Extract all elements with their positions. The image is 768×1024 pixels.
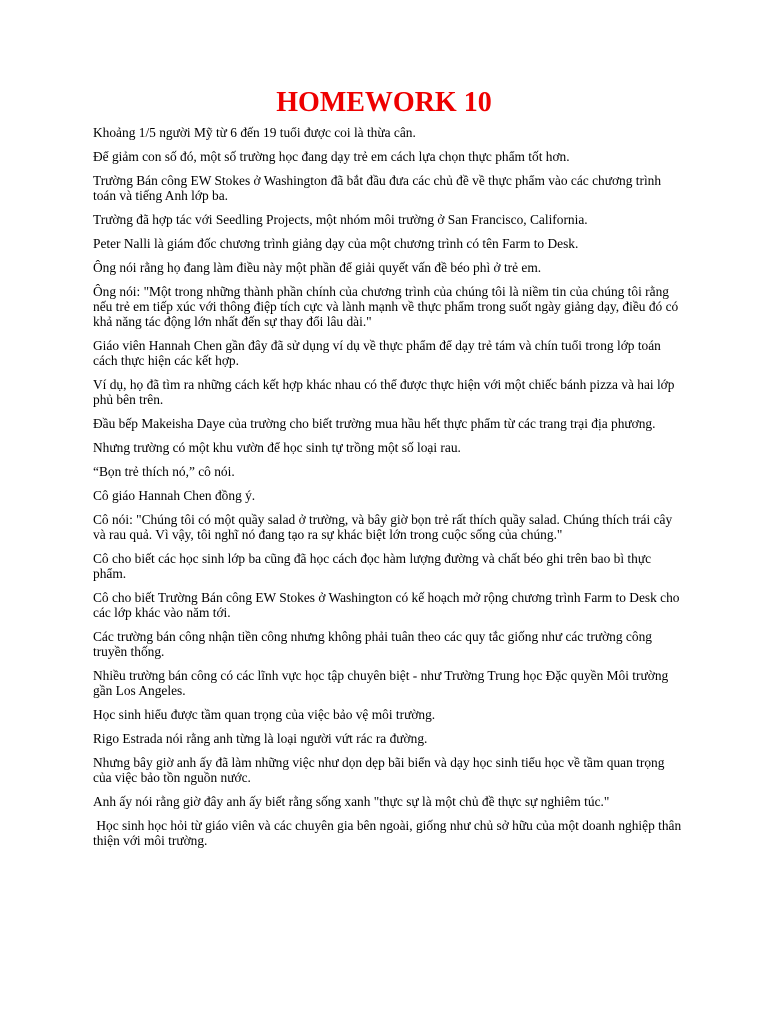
paragraph: Trường Bán công EW Stokes ở Washington đã bắt đầu đưa các chủ đề về thực phẩm vào các chương trình toán và tiếng Anh lớp ba. — [93, 173, 665, 203]
paragraph: Giáo viên Hannah Chen gần đây đã sử dụng ví dụ về thực phẩm để dạy trẻ tám và chín tuổi trong lớp toán cách thực hiện các kết hợp. — [93, 338, 665, 368]
paragraph: Trường đã hợp tác với Seedling Projects, một nhóm môi trường ở San Francisco, California. — [93, 212, 588, 227]
paragraph: Các trường bán công nhận tiền công nhưng không phải tuân theo các quy tắc giống như các trường công truyền thống. — [93, 629, 656, 659]
paragraph: Nhiều trường bán công có các lĩnh vực học tập chuyên biệt - như Trường Trung học Đặc quyền Môi trường gần Los Angeles. — [93, 668, 672, 698]
paragraph: Peter Nalli là giám đốc chương trình giảng dạy của một chương trình có tên Farm to Desk. — [93, 236, 579, 251]
paragraph: Khoảng 1/5 người Mỹ từ 6 đến 19 tuổi được coi là thừa cân. — [93, 125, 416, 140]
paragraph: Để giảm con số đó, một số trường học đang dạy trẻ em cách lựa chọn thực phẩm tốt hơn. — [93, 149, 570, 164]
paragraph: Cô cho biết các học sinh lớp ba cũng đã học cách đọc hàm lượng đường và chất béo ghi trên bao bì thực phẩm. — [93, 551, 655, 581]
paragraph: Đầu bếp Makeisha Daye của trường cho biết trường mua hầu hết thực phẩm từ các trang trại địa phương. — [93, 416, 656, 431]
paragraph: Cô cho biết Trường Bán công EW Stokes ở Washington có kế hoạch mở rộng chương trình Farm to Desk cho các lớp khác vào năm tới. — [93, 590, 683, 620]
paragraph: Học sinh hiểu được tầm quan trọng của việc bảo vệ môi trường. — [93, 707, 436, 722]
paragraph: Ví dụ, họ đã tìm ra những cách kết hợp khác nhau có thể được thực hiện với một chiếc bánh pizza và hai lớp phủ bên trên. — [93, 377, 678, 407]
document-body — [93, 125, 683, 857]
paragraph: Rigo Estrada nói rằng anh từng là loại người vứt rác ra đường. — [93, 731, 428, 746]
paragraph: Ông nói rằng họ đang làm điều này một phần để giải quyết vấn đề béo phì ở trẻ em. — [93, 260, 542, 275]
paragraph: Anh ấy nói rằng giờ đây anh ấy biết rằng sống xanh "thực sự là một chủ đề thực sự nghiêm túc." — [93, 794, 610, 809]
paragraph: Nhưng bây giờ anh ấy đã làm những việc như dọn dẹp bãi biển và dạy học sinh tiểu học về tầm quan trọng của việc bảo tồn nguồn nước. — [93, 755, 668, 785]
paragraph: “Bọn trẻ thích nó,” cô nói. — [93, 464, 235, 479]
paragraph: Cô nói: "Chúng tôi có một quầy salad ở trường, và bây giờ bọn trẻ rất thích quầy salad. Chúng thích trái cây và rau quả. Vì vậy, tôi nghĩ nó đang tạo ra sự khác biệt lớn trong cuộc sống của chúng." — [93, 512, 676, 542]
paragraph: Học sinh học hỏi từ giáo viên và các chuyên gia bên ngoài, giống như chủ sở hữu của một doanh nghiệp thân thiện với môi trường. — [93, 818, 685, 848]
paragraph: Ông nói: "Một trong những thành phần chính của chương trình của chúng tôi là niềm tin của chúng tôi rằng nếu trẻ em tiếp xúc với thông điệp tích cực và lành mạnh về thực phẩm trong suốt ngày giảng dạy, điều đó có khả năng tác động lớn nhất đến sự thay đổi lâu dài." — [93, 284, 682, 329]
document-title: HOMEWORK 10 — [276, 87, 492, 118]
paragraph: Cô giáo Hannah Chen đồng ý. — [93, 488, 256, 503]
paragraph: Nhưng trường có một khu vườn để học sinh tự trồng một số loại rau. — [93, 440, 461, 455]
